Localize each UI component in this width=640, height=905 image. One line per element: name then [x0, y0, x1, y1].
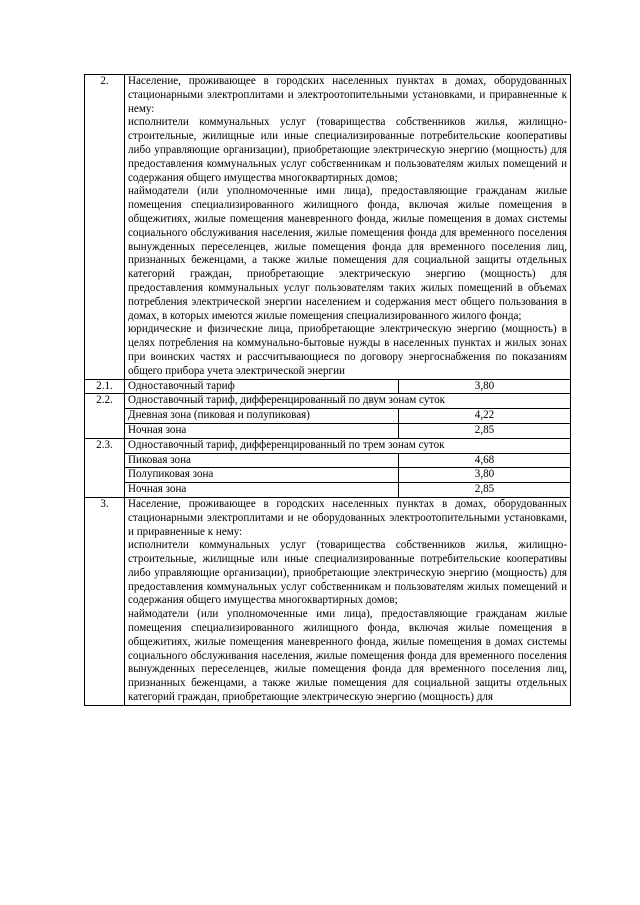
zone-value: 3,80 — [399, 468, 571, 483]
zone-label: Полупиковая зона — [125, 468, 399, 483]
zone-label: Дневная зона (пиковая и полупиковая) — [125, 409, 399, 424]
tariff-value: 3,80 — [399, 379, 571, 394]
zone-label: Ночная зона — [125, 423, 399, 438]
tariff-table-body — [85, 75, 571, 706]
section-paragraph: Население, проживающее в городских населенных пунктах в домах, оборудованных стационарными электроплитами и не оборудованных электроотопительными установками, и приравненные к нему: — [128, 497, 568, 538]
tariff-number: 2.3. — [85, 438, 125, 497]
zone-row — [85, 468, 571, 483]
section-row — [85, 75, 571, 380]
section-paragraph: Население, проживающее в городских населенных пунктах в домах, оборудованных стационарными электроплитами и электроотопительными установками, и приравненные к нему: — [128, 75, 568, 115]
section-paragraph: наймодатели (или уполномоченные ими лица), предоставляющие гражданам жилые помещения специализированного жилищного фонда, включая жилые помещения в общежитиях, жилые помещения маневренного фонда, жилые помещения в домах системы социального обслуживания населения, жилые помещения фонда для временного поселения вынужденных переселенцев, жилые помещения фонда для временного поселения лиц, признанных беженцами, а также жилые помещения для социальной защиты отдельных категорий граждан, приобретающие электрическую энергию (мощность) для предоставления коммунальных услуг пользователям таких жилых помещений в объемах потребления электрической энергии населением и содержания мест общего пользования в домах, в которых имеются жилые помещения специализированного жилого фонда; — [128, 185, 568, 322]
zone-value: 2,85 — [399, 423, 571, 438]
section-paragraph: исполнители коммунальных услуг (товарищества собственников жилья, жилищно-строительные, жилищные или иные специализированные потребительские кооперативы либо управляющие организации), приобретающие электрическую энергию (мощность) для предоставления коммунальных услуг собственникам и пользователям жилых помещений и содержания общего имущества многоквартирных домов; — [128, 539, 568, 607]
zone-value: 2,85 — [399, 483, 571, 498]
zone-value: 4,68 — [399, 453, 571, 468]
tariff-label: Одноставочный тариф, дифференцированный по трем зонам суток — [125, 438, 571, 453]
tariff-table-page — [84, 74, 570, 706]
tariff-number: 2.2. — [85, 394, 125, 438]
tariff-label: Одноставочный тариф, дифференцированный по двум зонам суток — [125, 394, 571, 409]
tariff-row — [85, 438, 571, 453]
zone-label: Ночная зона — [125, 483, 399, 498]
section-paragraph: исполнители коммунальных услуг (товарищества собственников жилья, жилищно-строительные, жилищные или иные специализированные потребительские кооперативы либо управляющие организации), приобретающие электрическую энергию (мощность) для предоставления коммунальных услуг собственникам и пользователям жилых помещений и содержания общего имущества многоквартирных домов; — [128, 116, 568, 184]
section-description — [125, 497, 571, 705]
section-number: 3. — [85, 497, 125, 705]
zone-value: 4,22 — [399, 409, 571, 424]
section-number: 2. — [85, 75, 125, 380]
tariff-table — [84, 74, 571, 706]
section-paragraph: юридические и физические лица, приобретающие электрическую энергию (мощность) в целях потребления на коммунально-бытовые нужды в населенных пунктах и жилых зонах при воинских частях и рассчитывающиеся по договору энергоснабжения по показаниям общего прибора учета электрической энергии — [128, 323, 568, 377]
tariff-row — [85, 394, 571, 409]
zone-row — [85, 409, 571, 424]
zone-label: Пиковая зона — [125, 453, 399, 468]
tariff-label: Одноставочный тариф — [125, 379, 399, 394]
tariff-row — [85, 379, 571, 394]
zone-row — [85, 423, 571, 438]
zone-row — [85, 453, 571, 468]
section-description — [125, 75, 571, 380]
section-paragraph: наймодатели (или уполномоченные ими лица), предоставляющие гражданам жилые помещения специализированного жилищного фонда, включая жилые помещения в общежитиях, жилые помещения маневренного фонда, жилые помещения в домах системы социального обслуживания населения, жилые помещения фонда для временного поселения вынужденных переселенцев, жилые помещения фонда для временного поселения лиц, признанных беженцами, а также жилые помещения для социальной защиты отдельных категорий граждан, приобретающие электрическую энергию (мощность) для — [128, 608, 568, 704]
tariff-number: 2.1. — [85, 379, 125, 394]
zone-row — [85, 483, 571, 498]
section-row — [85, 497, 571, 705]
